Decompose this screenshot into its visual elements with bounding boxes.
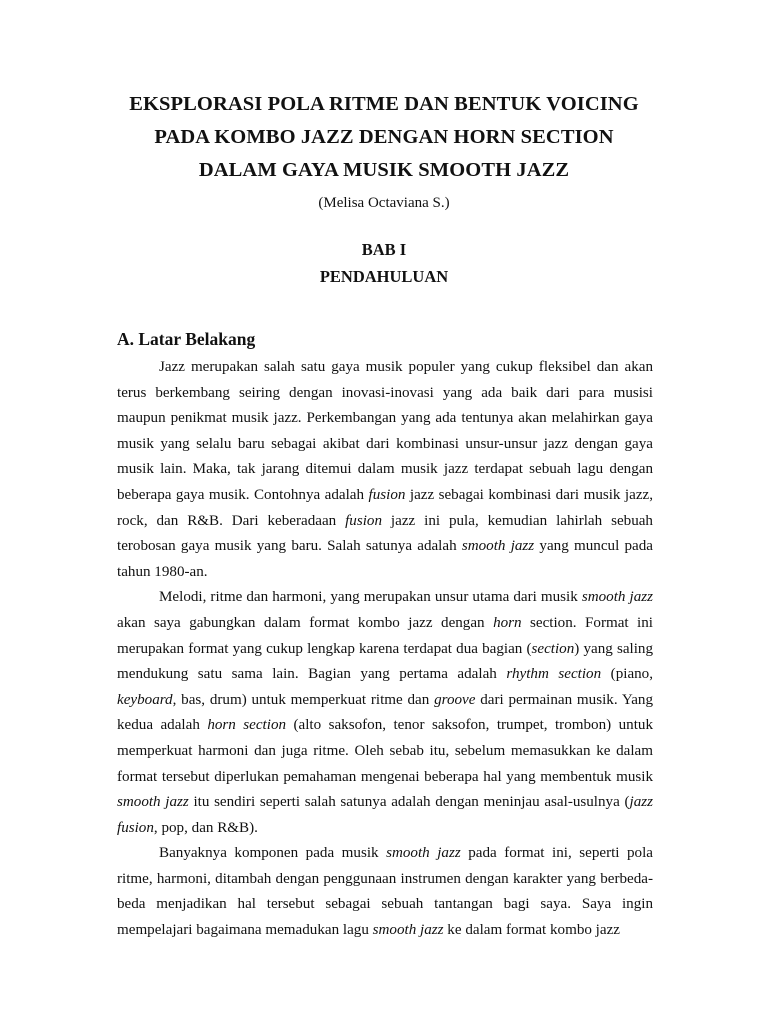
author-name: (Melisa Octaviana S.) — [318, 195, 450, 211]
italic-term: jazz fusion — [117, 794, 653, 836]
text-run: Jazz merupakan salah satu gaya musik populer yang cukup fleksibel dan akan terus berkembang seiring dengan inovasi-inovasi yang ada baik dari para musisi maupun penikmat musik jazz. Perkembangan yang ada tentunya akan melahirkan gaya musik yang selalu baru sebagai akibat dari kombinasi unsur-unsur jazz dengan gaya musik lain. Maka, tak jarang ditemui dalam musik jazz terdapat sebuah lagu dengan beberapa gaya musik. Contohnya adalah — [117, 359, 653, 503]
document-title-line-2: PADA KOMBO JAZZ DENGAN HORN SECTION — [154, 126, 614, 148]
title-block — [0, 88, 768, 290]
italic-term: fusion — [368, 486, 406, 503]
italic-term: smooth jazz — [461, 538, 535, 555]
text-run: ke dalam format kombo jazz — [443, 922, 620, 939]
text-run: , pop, dan R&B). — [153, 819, 258, 836]
italic-term: section — [531, 640, 575, 657]
text-run: jazz sebagai kombinasi dari musik jazz, rock, dan R&B. Dari keberadaan — [117, 486, 653, 529]
text-run: , bas, drum) untuk memperkuat ritme dan — [172, 691, 435, 708]
text-run: jazz ini pula, kemudian lahirlah sebuah terobosan gaya musik yang baru. Salah satunya adalah — [117, 512, 653, 555]
body-text — [117, 355, 653, 944]
text-run: akan saya gabungkan dalam format kombo jazz dengan — [117, 614, 494, 631]
text-run: ) yang saling mendukung satu sama lain. Bagian yang pertama adalah — [117, 640, 653, 683]
chapter-title: PENDAHULUAN — [319, 267, 449, 286]
italic-term: smooth jazz — [581, 589, 653, 606]
italic-term: smooth jazz — [386, 845, 461, 862]
chapter-number: BAB I — [361, 240, 407, 259]
paragraph — [117, 841, 653, 943]
text-run: itu sendiri seperti salah satunya adalah dengan meninjau asal-usulnya ( — [188, 794, 630, 811]
italic-term: groove — [434, 691, 476, 708]
paragraph — [117, 585, 653, 841]
text-run: Melodi, ritme dan harmoni, yang merupakan unsur utama dari musik — [159, 589, 582, 606]
italic-term: horn section — [207, 717, 287, 734]
document-title-line-3: DALAM GAYA MUSIK SMOOTH JAZZ — [198, 159, 570, 181]
italic-term: smooth jazz — [117, 794, 189, 811]
text-run: (alto saksofon, tenor saksofon, trumpet, trombon) untuk memperkuat harmoni dan juga ritme. Oleh sebab itu, sebelum memasukkan ke dalam format tersebut diperlukan pemahaman mengenai beberapa hal yang membentuk musik — [117, 717, 653, 785]
section-heading: A. Latar Belakang — [117, 329, 256, 349]
text-run: section. Format ini merupakan format yang cukup lengkap karena terdapat dua bagian ( — [117, 614, 653, 657]
paragraph — [117, 355, 653, 585]
document-title-line-1: EKSPLORASI POLA RITME DAN BENTUK VOICING — [129, 93, 639, 115]
text-run: dari permainan musik. Yang kedua adalah — [117, 691, 654, 734]
italic-term: fusion — [345, 512, 383, 529]
text-run: Banyaknya komponen pada musik — [159, 845, 387, 862]
text-run: pada format ini, seperti pola ritme, harmoni, ditambah dengan penggunaan instrumen dengan karakter yang berbeda-beda menjadikan hal tersebut sebagai sebuah tantangan bagi saya. Saya ingin mempelajari bagaimana memadukan lagu — [117, 845, 653, 939]
text-run: yang muncul pada tahun 1980-an. — [117, 538, 653, 580]
italic-term: rhythm section — [506, 666, 602, 683]
text-run: (piano, — [601, 666, 654, 683]
italic-term: smooth jazz — [372, 922, 444, 939]
italic-term: keyboard — [117, 691, 173, 708]
italic-term: horn — [493, 614, 522, 631]
